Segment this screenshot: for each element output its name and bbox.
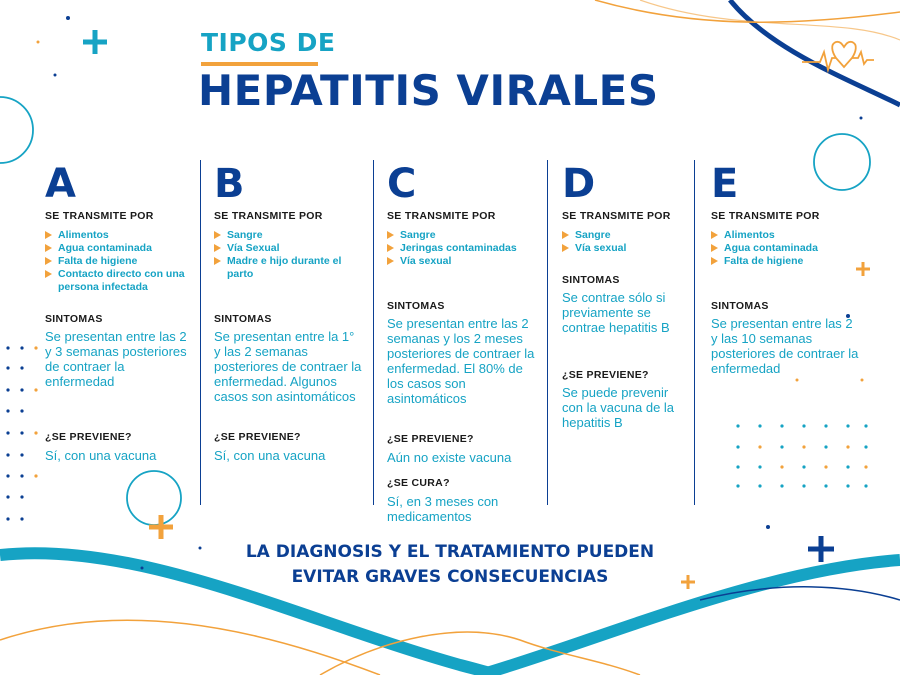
list-item: Madre e hijo durante el parto [214,255,364,281]
symptoms-heading: SINTOMAS [711,300,769,312]
heartbeat-heart-icon [802,40,874,74]
prevent-heading: ¿SE PREVIENE? [562,369,649,381]
list-item: Sangre [214,229,364,242]
hepatitis-letter: D [562,161,596,207]
hepatitis-letter: E [711,161,739,207]
hepatitis-d-column [562,160,687,430]
list-item: Agua contaminada [45,242,195,255]
transmission-list [711,229,861,268]
prevent-text: Sí, con una vacuna [45,448,157,463]
list-item: Vía Sexual [214,242,364,255]
list-item: Alimentos [711,229,861,242]
prevent-text: Se puede prevenir con la vacuna de la hepatitis B [562,385,675,430]
list-item: Falta de higiene [711,255,861,268]
list-item: Sangre [562,229,687,242]
list-item: Agua contaminada [711,242,861,255]
symptoms-text: Se presentan entre la 1° y las 2 semanas posteriores de contraer la enfermedad. Algunos casos son asintomáticos [214,329,362,404]
hepatitis-letter: A [45,161,76,207]
transmits-heading: SE TRANSMITE POR [562,210,671,222]
column-divider [200,160,201,505]
prevent-text: Aún no existe vacuna [387,450,512,465]
title-line-2: HEPATITIS VIRALES [198,66,659,115]
transmission-list [214,229,364,281]
transmits-heading: SE TRANSMITE POR [45,210,154,222]
hepatitis-letter: C [387,161,417,207]
prevent-heading: ¿SE PREVIENE? [387,433,474,445]
symptoms-text: Se presentan entre las 2 semanas y los 2 meses posteriores de contraer la enfermedad. El 80% de los casos son asintomáticos [387,316,535,406]
column-divider [547,160,548,505]
title-line-1: TIPOS DE [201,28,336,57]
list-item: Sangre [387,229,542,242]
footer-line-2: EVITAR GRAVES CONSECUENCIAS [291,567,609,587]
symptoms-text: Se contrae sólo si previamente se contrae hepatitis B [562,290,670,335]
transmits-heading: SE TRANSMITE POR [711,210,820,222]
hepatitis-e-column [711,160,861,376]
transmission-list [387,229,542,268]
symptoms-heading: SINTOMAS [387,300,445,312]
list-item: Vía sexual [562,242,687,255]
hepatitis-letter: B [214,161,245,207]
hepatitis-a-column [45,160,195,463]
transmits-heading: SE TRANSMITE POR [387,210,496,222]
footer-line-1: LA DIAGNOSIS Y EL TRATAMIENTO PUEDEN [245,542,655,562]
transmission-list [45,229,195,294]
list-item: Vía sexual [387,255,542,268]
cure-text: Sí, en 3 meses con medicamentos [387,494,499,524]
symptoms-heading: SINTOMAS [562,274,620,286]
symptoms-heading: SINTOMAS [214,313,272,325]
transmits-heading: SE TRANSMITE POR [214,210,323,222]
symptoms-text: Se presentan entre las 2 y 3 semanas posteriores de contraer la enfermedad [45,329,187,389]
symptoms-heading: SINTOMAS [45,313,103,325]
list-item: Alimentos [45,229,195,242]
footer-message [200,540,700,590]
cure-heading: ¿SE CURA? [387,477,450,489]
list-item: Contacto directo con una persona infectada [45,268,195,294]
prevent-heading: ¿SE PREVIENE? [214,431,301,443]
hepatitis-c-column [387,160,542,524]
prevent-heading: ¿SE PREVIENE? [45,431,132,443]
list-item: Jeringas contaminadas [387,242,542,255]
column-divider [373,160,374,505]
transmission-list [562,229,687,255]
column-divider [694,160,695,505]
prevent-text: Sí, con una vacuna [214,448,326,463]
list-item: Falta de higiene [45,255,195,268]
hepatitis-b-column [214,160,364,463]
symptoms-text: Se presentan entre las 2 y las 10 semanas posteriores de contraer la enfermedad [711,316,859,376]
